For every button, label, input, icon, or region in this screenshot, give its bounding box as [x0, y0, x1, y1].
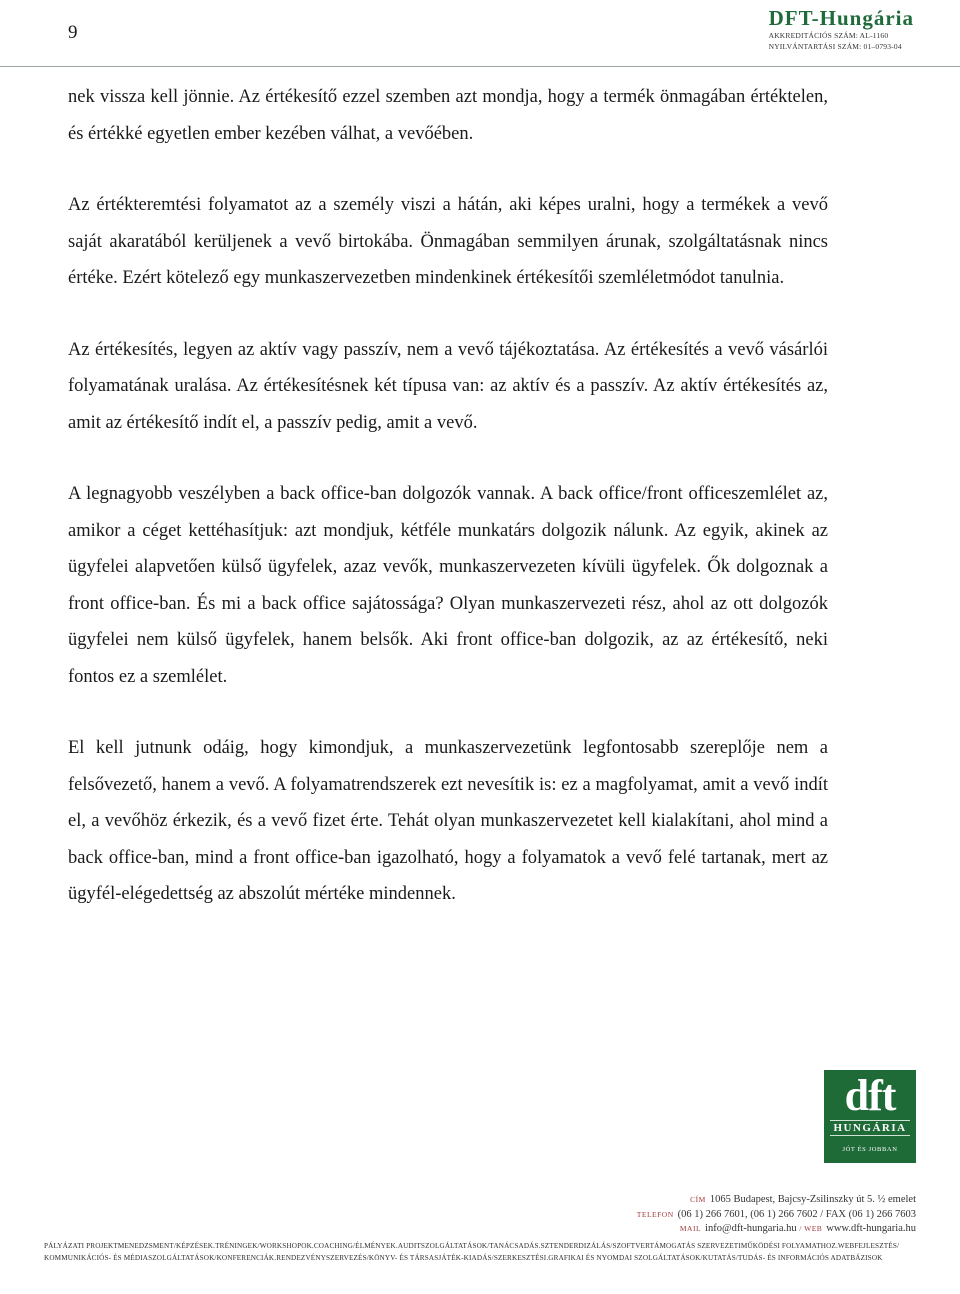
contact-phone	[637, 1208, 916, 1223]
web-link[interactable]: www.dft-hungaria.hu	[826, 1223, 916, 1234]
paragraph-2: Az értékteremtési folyamatot az a személy viszi a hátán, aki képes uralni, hogy a termékek a vevő saját akaratából kerüljenek a vevő birtokába. Önmagában semmilyen árunak, szolgáltatásnak nincs értéke. Ezért kötelező egy munkaszervezetben mindenkinek értékesítői szemléletmódot tanulnia.	[68, 195, 828, 288]
footer-line-2: KOMMUNIKÁCIÓS- ÉS MÉDIASZOLGÁLTATÁSOK/KONFERENCIÁK.RENDEZVÉNYSZERVEZÉS/KÖNYV- ÉS TÁRSASJÁTÉK-KIADÁS/SZERKESZTÉSI.GRAFIKAI ÉS NYOMDAI SZOLGÁLTATÁSOK/KUTATÁS/TUDÁS- ÉS INFORMÁCIÓS ADATBÁZISOK	[44, 1254, 883, 1262]
logo-dft-text: dft	[844, 1071, 896, 1120]
accreditation-number: AKKREDITÁCIÓS SZÁM: AL-1160	[768, 31, 889, 40]
address-value: 1065 Budapest, Bajcsy-Zsilinszky út 5. ½ emelet	[709, 1194, 916, 1205]
address-label: CÍM	[690, 1195, 706, 1204]
document-body	[68, 79, 828, 948]
phone-value: (06 1) 266 7601, (06 1) 266 7602 / FAX (06 1) 266 7603	[677, 1208, 916, 1220]
email-link[interactable]: info@dft-hungaria.hu	[705, 1223, 797, 1234]
contact-mail-web: MAIL info@dft-hungaria.hu / WEB www.dft-hungaria.hu	[679, 1223, 916, 1234]
paragraph-4: A legnagyobb veszélyben a back office-ban dolgozók vannak. A back office/front officeszemlélet az, amikor a céget kettéhasítjuk: azt mondjuk, kétféle munkatárs dolgozik nálunk. Az egyik, akinek az ügyfelei alapvetően külső ügyfelek, azaz vevők, munkaszervezeten kívüli ügyfelek. Ők dolgoznak a front office-ban. És mi a back office sajátossága? Olyan munkaszervezeti rész, ahol az ott dolgozók ügyfelei nem külső ügyfelek, hanem belsők. Aki front office-ban dolgozik, az az értékesítő, neki fontos ez a szemlélet.	[68, 484, 828, 687]
brand-name: DFT-Hungária	[768, 6, 914, 30]
phone-label: TELEFON	[636, 1209, 674, 1219]
brand-header	[769, 6, 914, 52]
logo-hungaria-text: HUNGÁRIA	[830, 1120, 910, 1136]
mail-label: MAIL	[679, 1224, 702, 1233]
logo-tagline: JÓT ÉS JOBBAN	[842, 1146, 898, 1153]
paragraph-5: El kell jutnunk odáig, hogy kimondjuk, a munkaszervezetünk legfontosabb szereplője nem a felsővezető, hanem a vevő. A folyamatrendszerek ezt nevesítik is: ez a magfolyamat, amit a vevő indít el, a vevőhöz érkezik, és a vevő fizet érte. Tehát olyan munkaszervezetet kell kialakítani, ahol mind a back office-ban, mind a front office-ban igazolható, hogy a folyamatok a vevő felé tartanak, mert az ügyfél-elégedettség az abszolút mértéke mindennek.	[68, 738, 828, 904]
paragraph-1: nek vissza kell jönnie. Az értékesítő ezzel szemben azt mondja, hogy a termék önmagában értéktelen, és értékké egyetlen ember kezében válhat, a vevőében.	[68, 87, 828, 144]
page-number: 9	[68, 22, 78, 43]
footer-line-1: PÁLYÁZATI PROJEKTMENEDZSMENT/KÉPZÉSEK.TRÉNINGEK/WORKSHOPOK.COACHING/ÉLMÉNYEK.AUDITSZOLGÁLTATÁSOK/TANÁCSADÁS.SZTENDERDIZÁLÁS/SZOFTVERTÁMOGATÁS SZERVEZETIMŰKÖDÉSI FOLYAMATHOZ.WEBFEJLESZTÉS/	[44, 1242, 900, 1250]
services-footer	[44, 1240, 920, 1264]
dft-logo	[824, 1070, 916, 1163]
registration-number: NYILVÁNTARTÁSI SZÁM: 01–0793-04	[768, 42, 902, 51]
header-divider	[0, 66, 960, 67]
paragraph-3: Az értékesítés, legyen az aktív vagy passzív, nem a vevő tájékoztatása. Az értékesítés a vevő vásárlói folyamatának uralása. Az értékesítésnek két típusa van: az aktív és a passzív. Az aktív értékesítés az, amit az értékesítő indít el, a passzív pedig, amit a vevő.	[68, 339, 828, 433]
web-label: WEB	[804, 1224, 823, 1233]
contact-address	[637, 1193, 916, 1208]
contact-block	[637, 1193, 916, 1237]
